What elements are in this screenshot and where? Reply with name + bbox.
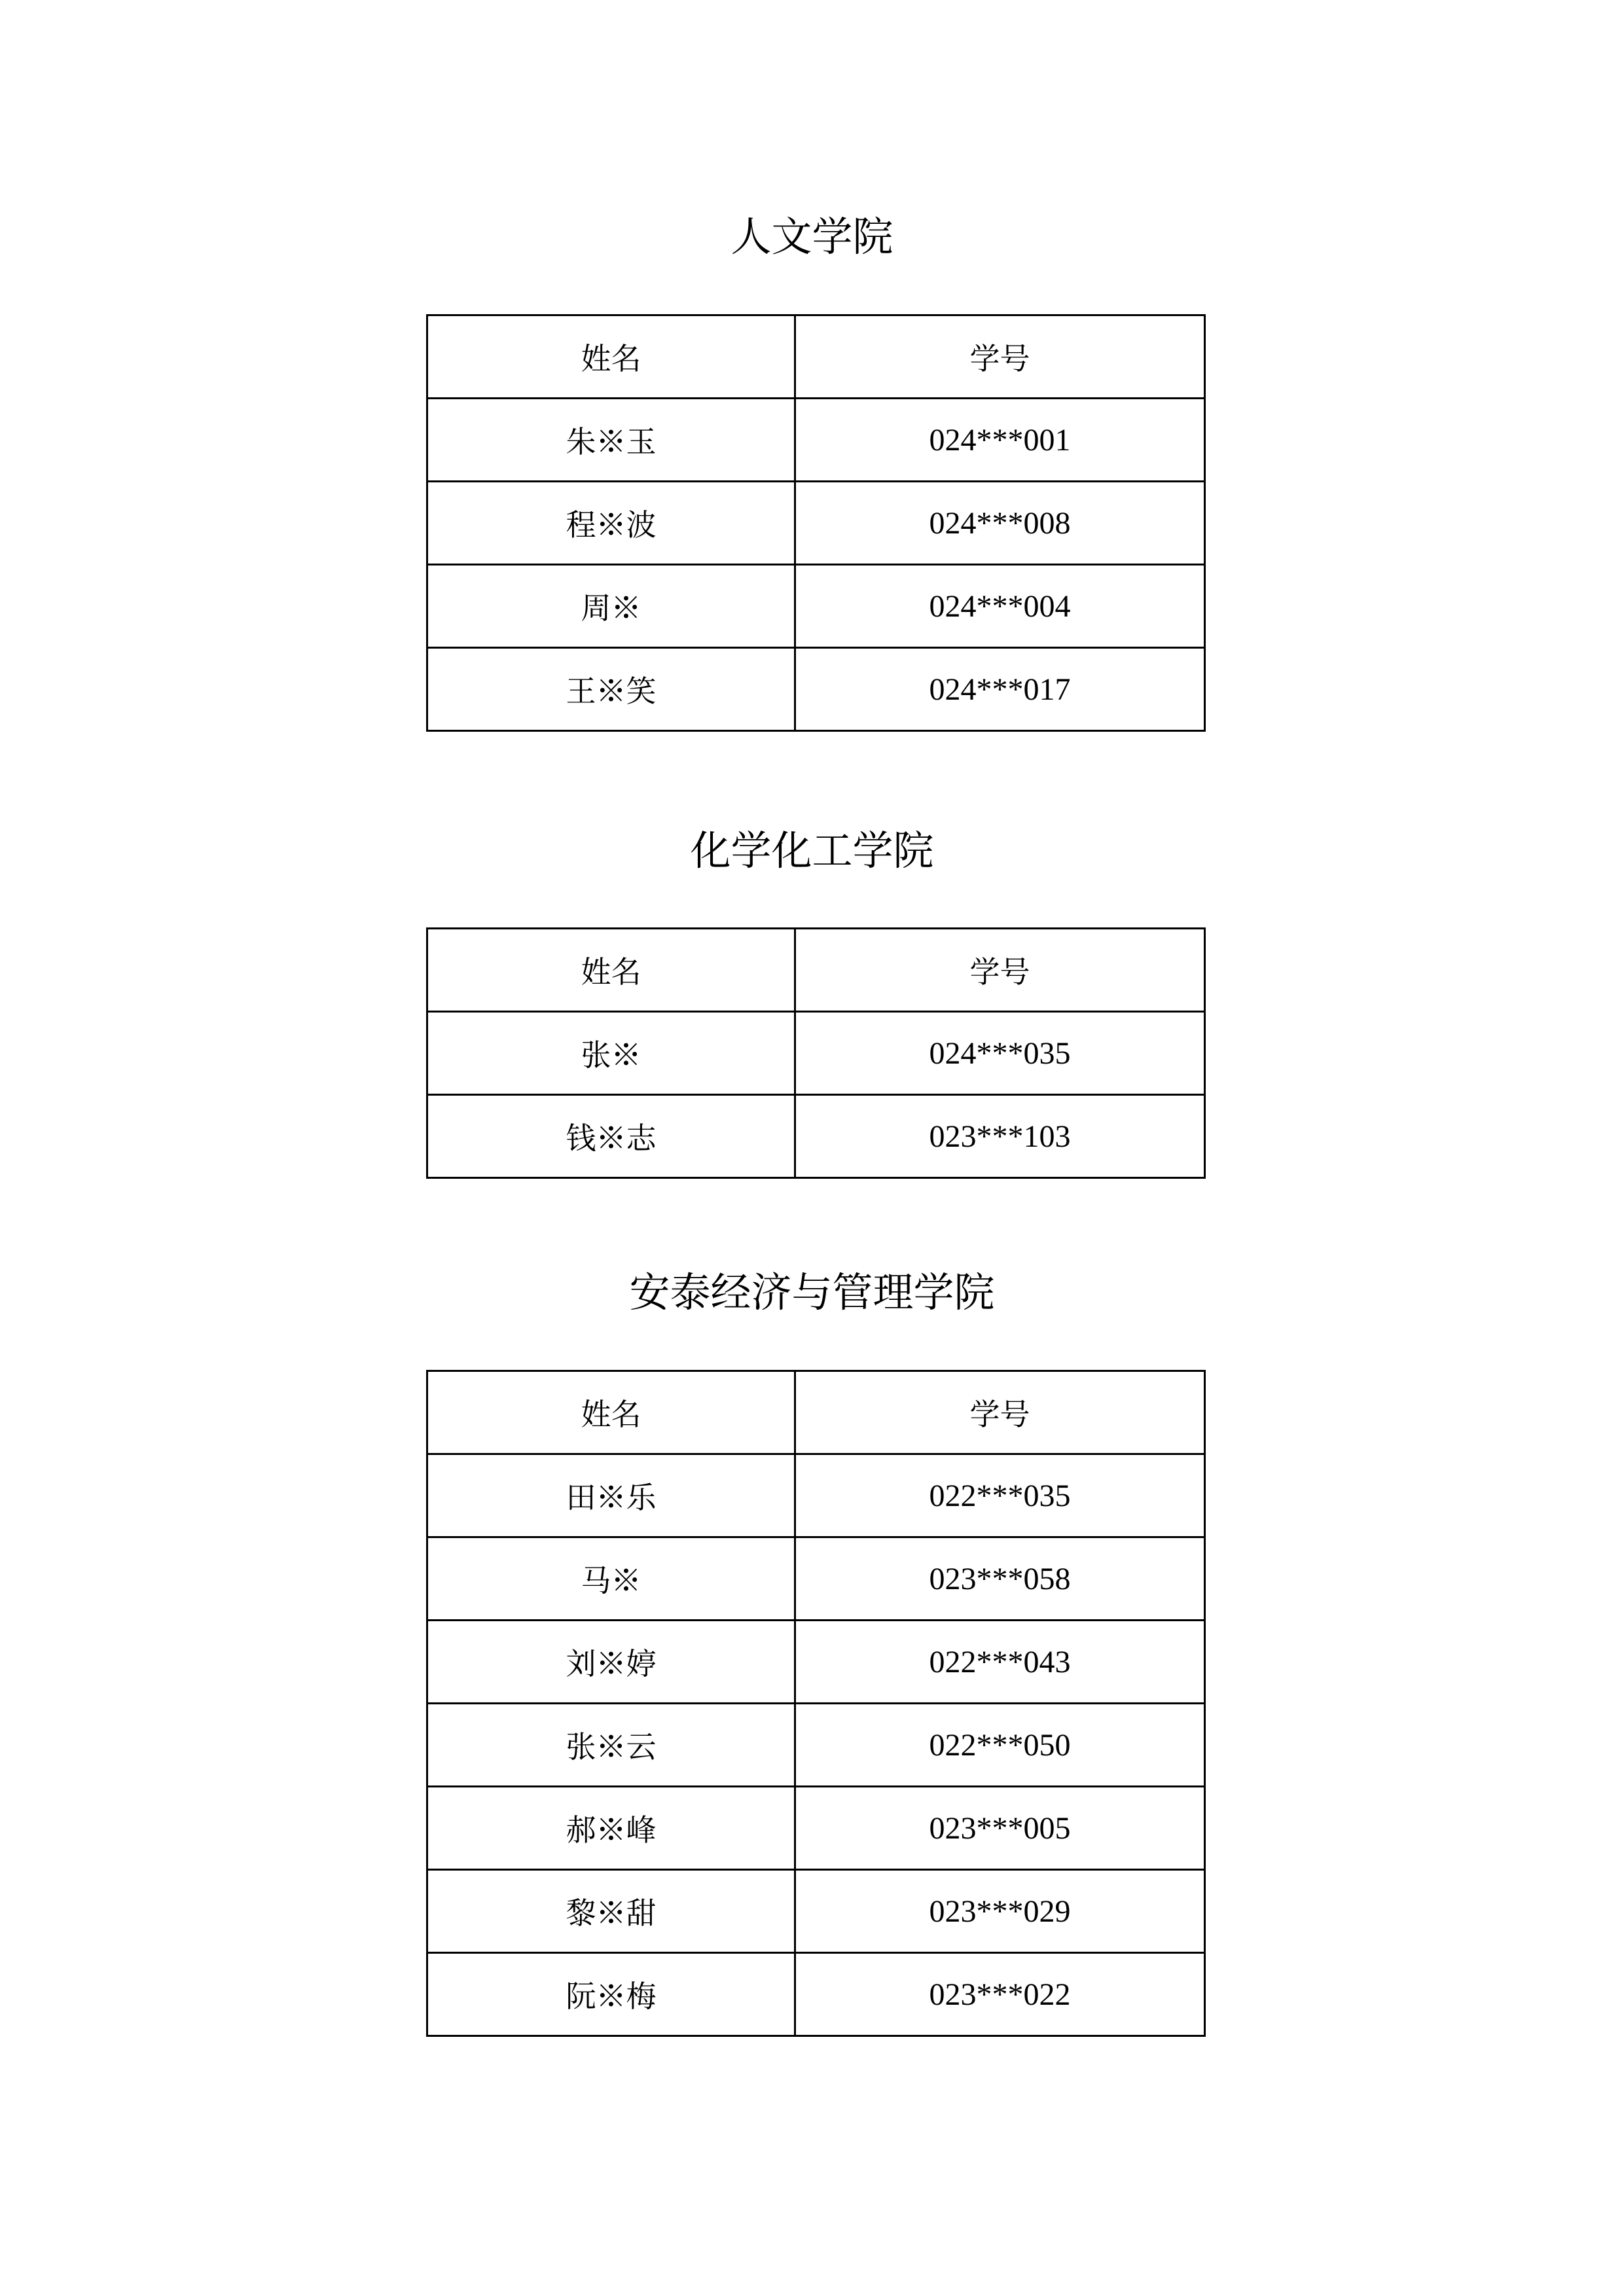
student-id: 024***001	[795, 399, 1205, 482]
section-title: 安泰经济与管理学院	[629, 1268, 995, 1316]
student-name: 马※	[427, 1537, 795, 1621]
table-row	[427, 399, 1205, 482]
section-title: 化学化工学院	[690, 827, 934, 874]
student-id: 023***005	[795, 1787, 1205, 1870]
table-header-row	[427, 1371, 1205, 1454]
section-title: 人文学院	[731, 213, 893, 260]
student-name: 刘※婷	[427, 1621, 795, 1704]
student-name: 朱※玉	[427, 399, 795, 482]
student-id: 023***058	[795, 1537, 1205, 1621]
student-table	[426, 314, 1206, 732]
student-name: 王※笑	[427, 648, 795, 731]
student-table	[426, 1370, 1206, 2037]
student-id: 022***050	[795, 1704, 1205, 1787]
table-header-row	[427, 315, 1205, 399]
student-id: 024***035	[795, 1012, 1205, 1095]
student-id: 022***035	[795, 1454, 1205, 1537]
table-row	[427, 1454, 1205, 1537]
column-header-name: 姓名	[427, 1371, 795, 1454]
student-id: 023***103	[795, 1095, 1205, 1178]
student-id: 022***043	[795, 1621, 1205, 1704]
table-header-row	[427, 929, 1205, 1012]
student-table	[426, 927, 1206, 1179]
student-name: 阮※梅	[427, 1953, 795, 2036]
table-row	[427, 648, 1205, 731]
student-id: 024***017	[795, 648, 1205, 731]
column-header-id: 学号	[795, 1371, 1205, 1454]
table-row	[427, 565, 1205, 648]
student-id: 024***004	[795, 565, 1205, 648]
student-name: 周※	[427, 565, 795, 648]
student-name: 程※波	[427, 482, 795, 565]
student-name: 钱※志	[427, 1095, 795, 1178]
student-id: 023***022	[795, 1953, 1205, 2036]
student-name: 田※乐	[427, 1454, 795, 1537]
table-row	[427, 1953, 1205, 2036]
student-id: 024***008	[795, 482, 1205, 565]
student-name: 郝※峰	[427, 1787, 795, 1870]
student-id: 023***029	[795, 1870, 1205, 1953]
column-header-id: 学号	[795, 929, 1205, 1012]
table-row	[427, 1787, 1205, 1870]
table-row	[427, 1012, 1205, 1095]
column-header-name: 姓名	[427, 315, 795, 399]
student-name: 黎※甜	[427, 1870, 795, 1953]
table-row	[427, 1870, 1205, 1953]
student-name: 张※	[427, 1012, 795, 1095]
table-row	[427, 1704, 1205, 1787]
column-header-name: 姓名	[427, 929, 795, 1012]
table-row	[427, 482, 1205, 565]
column-header-id: 学号	[795, 315, 1205, 399]
student-name: 张※云	[427, 1704, 795, 1787]
table-row	[427, 1537, 1205, 1621]
table-row	[427, 1621, 1205, 1704]
table-row	[427, 1095, 1205, 1178]
